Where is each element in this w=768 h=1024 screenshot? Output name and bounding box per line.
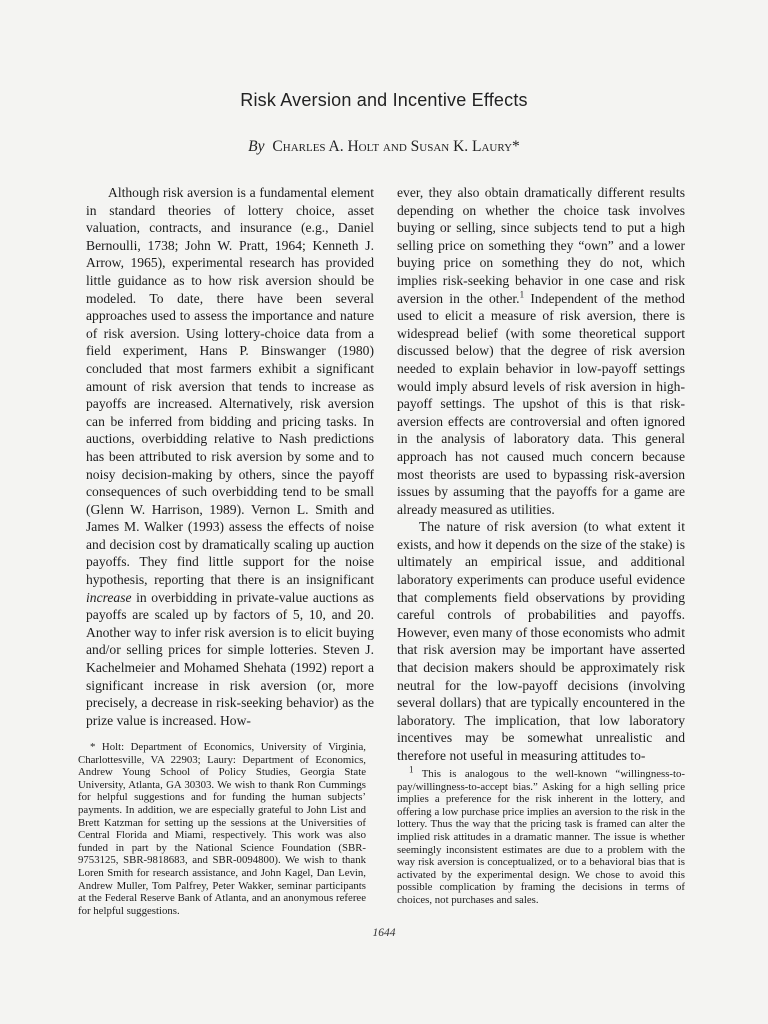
footnote-text: * Holt: Department of Economics, University of Virginia, Charlottesville, VA 22903; Laury: Department of Economics, Andrew Young School of Policy Studies, Georgia State University, Atlanta, GA 30303. We wish to thank Ron Cummings for helpful suggestions and for funding the human subjects’ payments. In addition, we are especially grateful to John List and Brett Katzman for setting up the sessions at the Universities of Central Florida and Miami, respectively. This work was also funded in part by the National Science Foundation (SBR-9753125, SBR-9818683, and SBR-0094800). We wish to thank Loren Smith for research assistance, and John Kagel, Dan Levin, Andrew Muller, Tom Palfrey, Peter Wakker, seminar participants at the Federal Reserve Bank of Atlanta, and an anonymous referee for helpful suggestions. (78, 741, 366, 917)
author-names: Charles A. Holt and Susan K. Laury* (272, 138, 520, 155)
body-column-left (86, 184, 374, 729)
body-paragraph-continued (397, 184, 685, 518)
footnote-1 (397, 764, 685, 907)
body-column-right (397, 184, 685, 765)
author-footnote (78, 741, 366, 917)
byline-prefix: By (248, 138, 265, 155)
page-number: 1644 (372, 927, 396, 939)
footnote-paragraph (397, 764, 685, 907)
body-paragraph (86, 184, 374, 729)
footnote-reference[interactable]: 1 (519, 289, 525, 300)
body-text: Independent of the method used to elicit a measure of risk aversion, there is widespread belief (with some theoretical support discussed below) that the degree of risk aversion needed to explain behavior in low-payoff settings would imply absurd levels of risk aversion in high-payoff settings. The upshot of this is that risk-aversion effects are controversial and often ignored in the analysis of laboratory data. This general approach has not caused much concern because most theorists are used to bypassing risk-aversion issues by assuming that the payoffs for a game are already measured as utilities. (397, 290, 685, 517)
footnote-text: This is analogous to the well-known “willingness-to-pay/willingness-to-accept bias.” Asking for a high selling price implies a preference for the risk inherent in the lottery, and offering a low purchase price implies an aversion to the risk in the lottery. Thus the way that the pricing task is framed can alter the implied risk attitudes in a dramatic manner. The issue is whether seemingly inconsistent estimates are due to a problem with the way risk aversion is conceptualized, or to a behavioral bias that is activated by the experimental design. We chose to avoid this possible complication by framing the decisions in terms of choices, not purchases and sales. (397, 768, 685, 906)
body-text: Although risk aversion is a fundamental element in standard theories of lottery choice, asset valuation, contracts, and insurance (e.g., Daniel Bernoulli, 1738; John W. Pratt, 1964; Kenneth J. Arrow, 1965), experimental research has provided little guidance as to how risk aversion should be modeled. To date, there have been several approaches used to assess the importance and nature of risk aversion. Using lottery-choice data from a field experiment, Hans P. Binswanger (1980) concluded that most farmers exhibit a significant amount of risk aversion that tends to increase as payoffs are increased. Alternatively, risk aversion can be inferred from bidding and pricing tasks. In auctions, overbidding relative to Nash predictions has been attributed to risk aversion by some and to noisy decision-making by others, since the payoff consequences of such overbidding tend to be small (Glenn W. Harrison, 1989). Vernon L. Smith and James M. Walker (1993) assess the effects of noise and decision cost by dramatically scaling up auction payoffs. They find little support for the noise hypothesis, reporting that there is an insignificant (86, 185, 374, 588)
body-paragraph: The nature of risk aversion (to what extent it exists, and how it depends on the size of the stake) is ultimately an empirical issue, and additional laboratory experiments can produce useful evidence that complements field observations by providing careful controls of probabilities and payoffs. However, even many of those economists who admit that risk aversion may be important have asserted that decision makers should be approximately risk neutral for the low-payoff decisions (involving several dollars) that are typically encountered in the laboratory. The implication, that low laboratory incentives may be somewhat unrealistic and therefore not useful in measuring attitudes to- (397, 519, 685, 763)
byline (0, 138, 768, 156)
body-text: in overbidding in private-value auctions as payoffs are scaled up by factors of 5, 10, and 20. Another way to infer risk aversion is to elicit buying and/or selling prices for simple lotteries. Steven J. Kachelmeier and Mohamed Shehata (1992) report a significant increase in risk aversion (or, more precisely, a decrease in risk-seeking behavior) as the prize value is increased. How- (86, 589, 374, 728)
body-text: ever, they also obtain dramatically different results depending on whether the choice task involves buying or selling, since subjects tend to put a high selling price on something they “own” and a lower buying price on something they do not, which implies risk-seeking behavior in one case and risk aversion in the other. (397, 185, 685, 306)
article-title: Risk Aversion and Incentive Effects (240, 90, 528, 110)
footnote-marker: 1 (409, 764, 414, 775)
emphasized-word: increase (86, 589, 132, 605)
